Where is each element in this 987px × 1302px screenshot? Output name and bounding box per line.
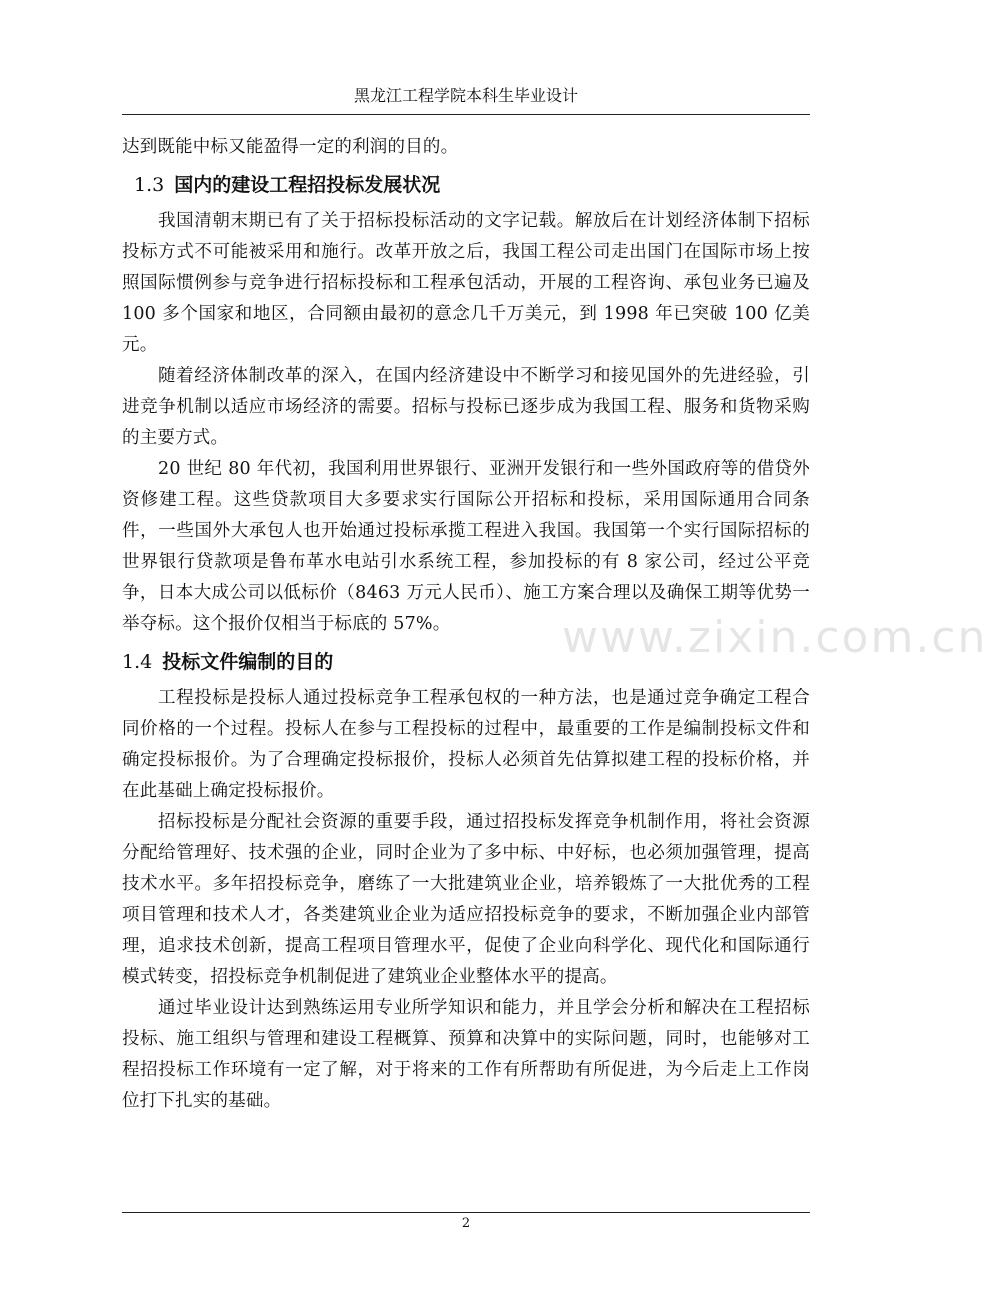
page-header-title: 黑龙江工程学院本科生毕业设计	[353, 86, 578, 105]
paragraph: 我国清朝末期已有了关于招标投标活动的文字记载。解放后在计划经济体制下招标投标方式不可能被采用和施行。改革开放之后，我国工程公司走出国门在国际市场上按照国际惯例参与竞争进行招标投标和工程承包活动，开展的工程咨询、承包业务已遍及 100 多个国家和地区，合同额由最初的意念几千万美元，到 1998 年已突破 100 亿美元。	[122, 211, 810, 355]
footer-divider	[122, 1212, 810, 1213]
section-number: 1.4	[122, 651, 153, 673]
section-title: 国内的建设工程招投标发展状况	[174, 174, 441, 196]
section-title: 投标文件编制的目的	[162, 651, 334, 673]
intro-line: 达到既能中标又能盈得一定的利润的目的。	[122, 137, 459, 157]
paragraph: 工程投标是投标人通过投标竞争工程承包权的一种方法，也是通过竞争确定工程合同价格的一个过程。投标人在参与工程投标的过程中，最重要的工作是编制投标文件和确定投标报价。为了合理确定投标报价，投标人必须首先估算拟建工程的投标价格，并在此基础上确定投标报价。	[122, 688, 810, 801]
paragraph: 通过毕业设计达到熟练运用专业所学知识和能力，并且学会分析和解决在工程招标投标、施工组织与管理和建设工程概算、预算和决算中的实际问题，同时，也能够对工程招投标工作环境有一定了解，对于将来的工作有所帮助有所促进，为今后走上工作岗位打下扎实的基础。	[122, 998, 810, 1111]
paragraph: 随着经济体制改革的深入，在国内经济建设中不断学习和接见国外的先进经验，引进竞争机制以适应市场经济的需要。招标与投标已逐步成为我国工程、服务和货物采购的主要方式。	[122, 366, 810, 448]
header-divider	[122, 114, 810, 115]
page-number: 2	[461, 1216, 471, 1231]
paragraph: 20 世纪 80 年代初，我国利用世界银行、亚洲开发银行和一些外国政府等的借贷外资修建工程。这些贷款项目大多要求实行国际公开招标和投标，采用国际通用合同条件，一些国外大承包人也开始通过投标承揽工程进入我国。我国第一个实行国际招标的世界银行贷款项是鲁布革水电站引水系统工程，参加投标的有 8 家公司，经过公平竞争，日本大成公司以低标价（8463 万元人民币）、施工方案合理以及确保工期等优势一举夺标。这个报价仅相当于标底的 57%。	[122, 459, 810, 634]
paragraph: 招标投标是分配社会资源的重要手段，通过招投标发挥竞争机制作用，将社会资源分配给管理好、技术强的企业，同时企业为了多中标、中好标，也必须加强管理，提高技术水平。多年招投标竞争，磨练了一大批建筑业企业，培养锻炼了一大批优秀的工程项目管理和技术人才，各类建筑业企业为适应招投标竞争的要求，不断加强企业内部管理，追求技术创新，提高工程项目管理水平，促使了企业向科学化、现代化和国际通行模式转变，招投标竞争机制促进了建筑业企业整体水平的提高。	[122, 812, 810, 987]
section-number: 1.3	[134, 174, 165, 196]
section-heading-1-3	[122, 169, 810, 202]
watermark: www.zixin.com.cn	[562, 612, 987, 663]
